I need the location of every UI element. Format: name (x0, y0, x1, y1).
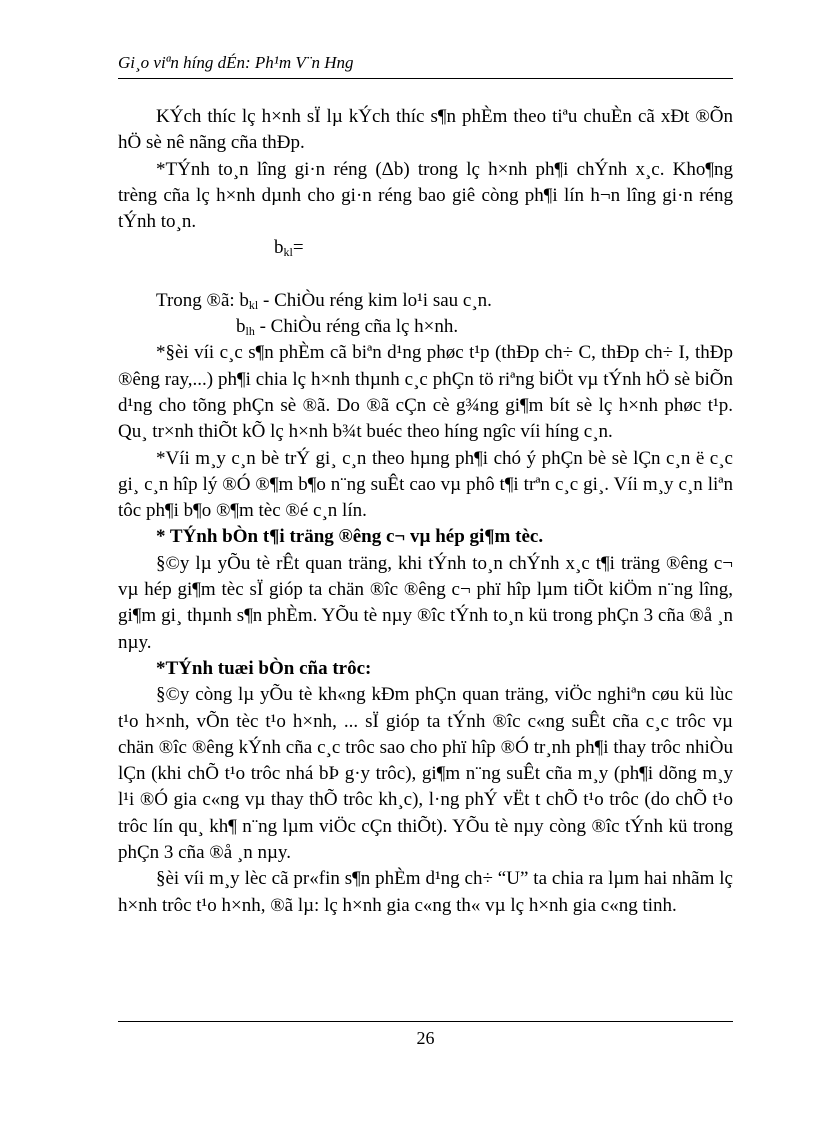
section-heading-roll-life: *TÝnh tuæi bÒn cña trôc: (156, 657, 372, 679)
paragraph-3 (118, 288, 733, 314)
definition-subscript: kl (248, 297, 259, 312)
document-body (118, 104, 733, 919)
definition-text-2: - ChiÒu réng cña lç h×nh. (254, 316, 459, 338)
formula-equals: = (292, 237, 304, 259)
formula-label: b (274, 237, 284, 259)
paragraph-4 (118, 314, 733, 340)
definition-prefix-2: b (236, 316, 246, 338)
formula-line (118, 235, 733, 261)
section-heading-load: * TÝnh bÒn t¶i träng ®êng c¬ vµ hép gi¶m tèc. (156, 526, 544, 548)
paragraph-8: §©y lµ yÕu tè rÊt quan träng, khi tÝnh to¸n chÝnh x¸c t¶i träng ®êng c¬ vµ hép gi¶m tèc sÏ gióp ta chän ®îc ®êng c¬ phï hîp lµm tiÕt kiÖm n¨ng lîng, gi¶m gi¸ thµnh s¶n phÈm. YÕu tè nµy ®îc tÝnh to¸n kü trong phÇn 3 cña ®å ¸n nµy. (118, 552, 733, 653)
definition-text: - ChiÒu réng kim lo¹i sau c¸n. (258, 289, 492, 311)
page-number: 26 (416, 1028, 435, 1048)
formula-subscript: kl (283, 245, 293, 260)
definition-subscript-2: lh (245, 324, 255, 339)
definition-prefix: Trong ®ã: b (156, 289, 249, 311)
paragraph-1: KÝch thíc lç h×nh sÏ lµ kÝch thíc s¶n phÈm theo tiªu chuÈn cã xÐt ®Õn hÖ sè nê nãng cña thÐp. (118, 106, 733, 154)
paragraph-6: *Víi m¸y c¸n bè trÝ gi¸ c¸n theo hµng ph¶i chó ý phÇn bè sè lÇn c¸n ë c¸c gi¸ c¸n hîp lý ®Ó ®¶m b¶o n¨ng suÊt cao vµ phô t¶i trªn c¸c gi¸. Víi m¸y c¸n liªn tôc ph¶i b¶o ®¶m tèc ®é c¸n lín. (118, 447, 733, 522)
paragraph-5: *§èi víi c¸c s¶n phÈm cã biªn d¹ng phøc t¹p (thÐp ch÷ C, thÐp ch÷ I, thÐp ®êng ray,...) ph¶i chia lç h×nh thµnh c¸c phÇn tö riªng biÖt vµ tÝnh hÖ sè biÕn d¹ng cho tõng phÇn sè ®ã. Do ®ã cÇn cè g¾ng gi¶m bít sè lç h×nh phøc t¹p. Qu¸ tr×nh thiÕt kÕ lç h×nh b¾t buéc theo híng ngîc víi híng c¸n. (118, 342, 733, 443)
paragraph-11: §èi víi m¸y lèc cã pr«fin s¶n phÈm d¹ng ch÷ “U” ta chia ra lµm hai nhãm lç h×nh trôc t¹o h×nh, ®ã lµ: lç h×nh gia c«ng th« vµ lç h×nh gia c«ng tinh. (118, 868, 733, 916)
paragraph-2: *TÝnh to¸n lîng gi·n réng (Δb) trong lç h×nh ph¶i chÝnh x¸c. Kho¶ng trèng cña lç h×nh dµnh cho gi·n réng bao giê còng ph¶i lín h¬n lîng gi·n réng tÝnh to¸n. (118, 158, 733, 233)
paragraph-10: §©y còng lµ yÕu tè kh«ng kÐm phÇn quan träng, viÖc nghiªn cøu kü lùc t¹o h×nh, vÕn tèc t¹o h×nh, ... sÏ gióp ta tÝnh ®îc c«ng suÊt cña c¸c trôc vµ chän ®îc ®êng kÝnh cña c¸c trôc sao cho phï hîp ®Ó tr¸nh ph¶i thay trôc nhiÒu lÇn (khi chÕ t¹o trôc nhá bÞ g·y trôc), gi¶m n¨ng suÊt cña m¸y (ph¶i dõng m¸y l¹i ®Ó gia c«ng vµ thay thÕ trôc kh¸c), l·ng phÝ vËt t chÕ t¹o trôc (do chÕ t¹o trôc lín qu¸ kh¶ n¨ng lµm viÖc cÇn thiÕt). YÕu tè nµy còng ®îc tÝnh kü trong phÇn 3 cña ®å ¸n nµy. (118, 684, 733, 864)
footer-divider (118, 1021, 733, 1022)
header-divider (118, 78, 733, 79)
page-header: Gi¸o viªn híng dÉn: Ph¹m V¨n Hng (118, 53, 354, 72)
